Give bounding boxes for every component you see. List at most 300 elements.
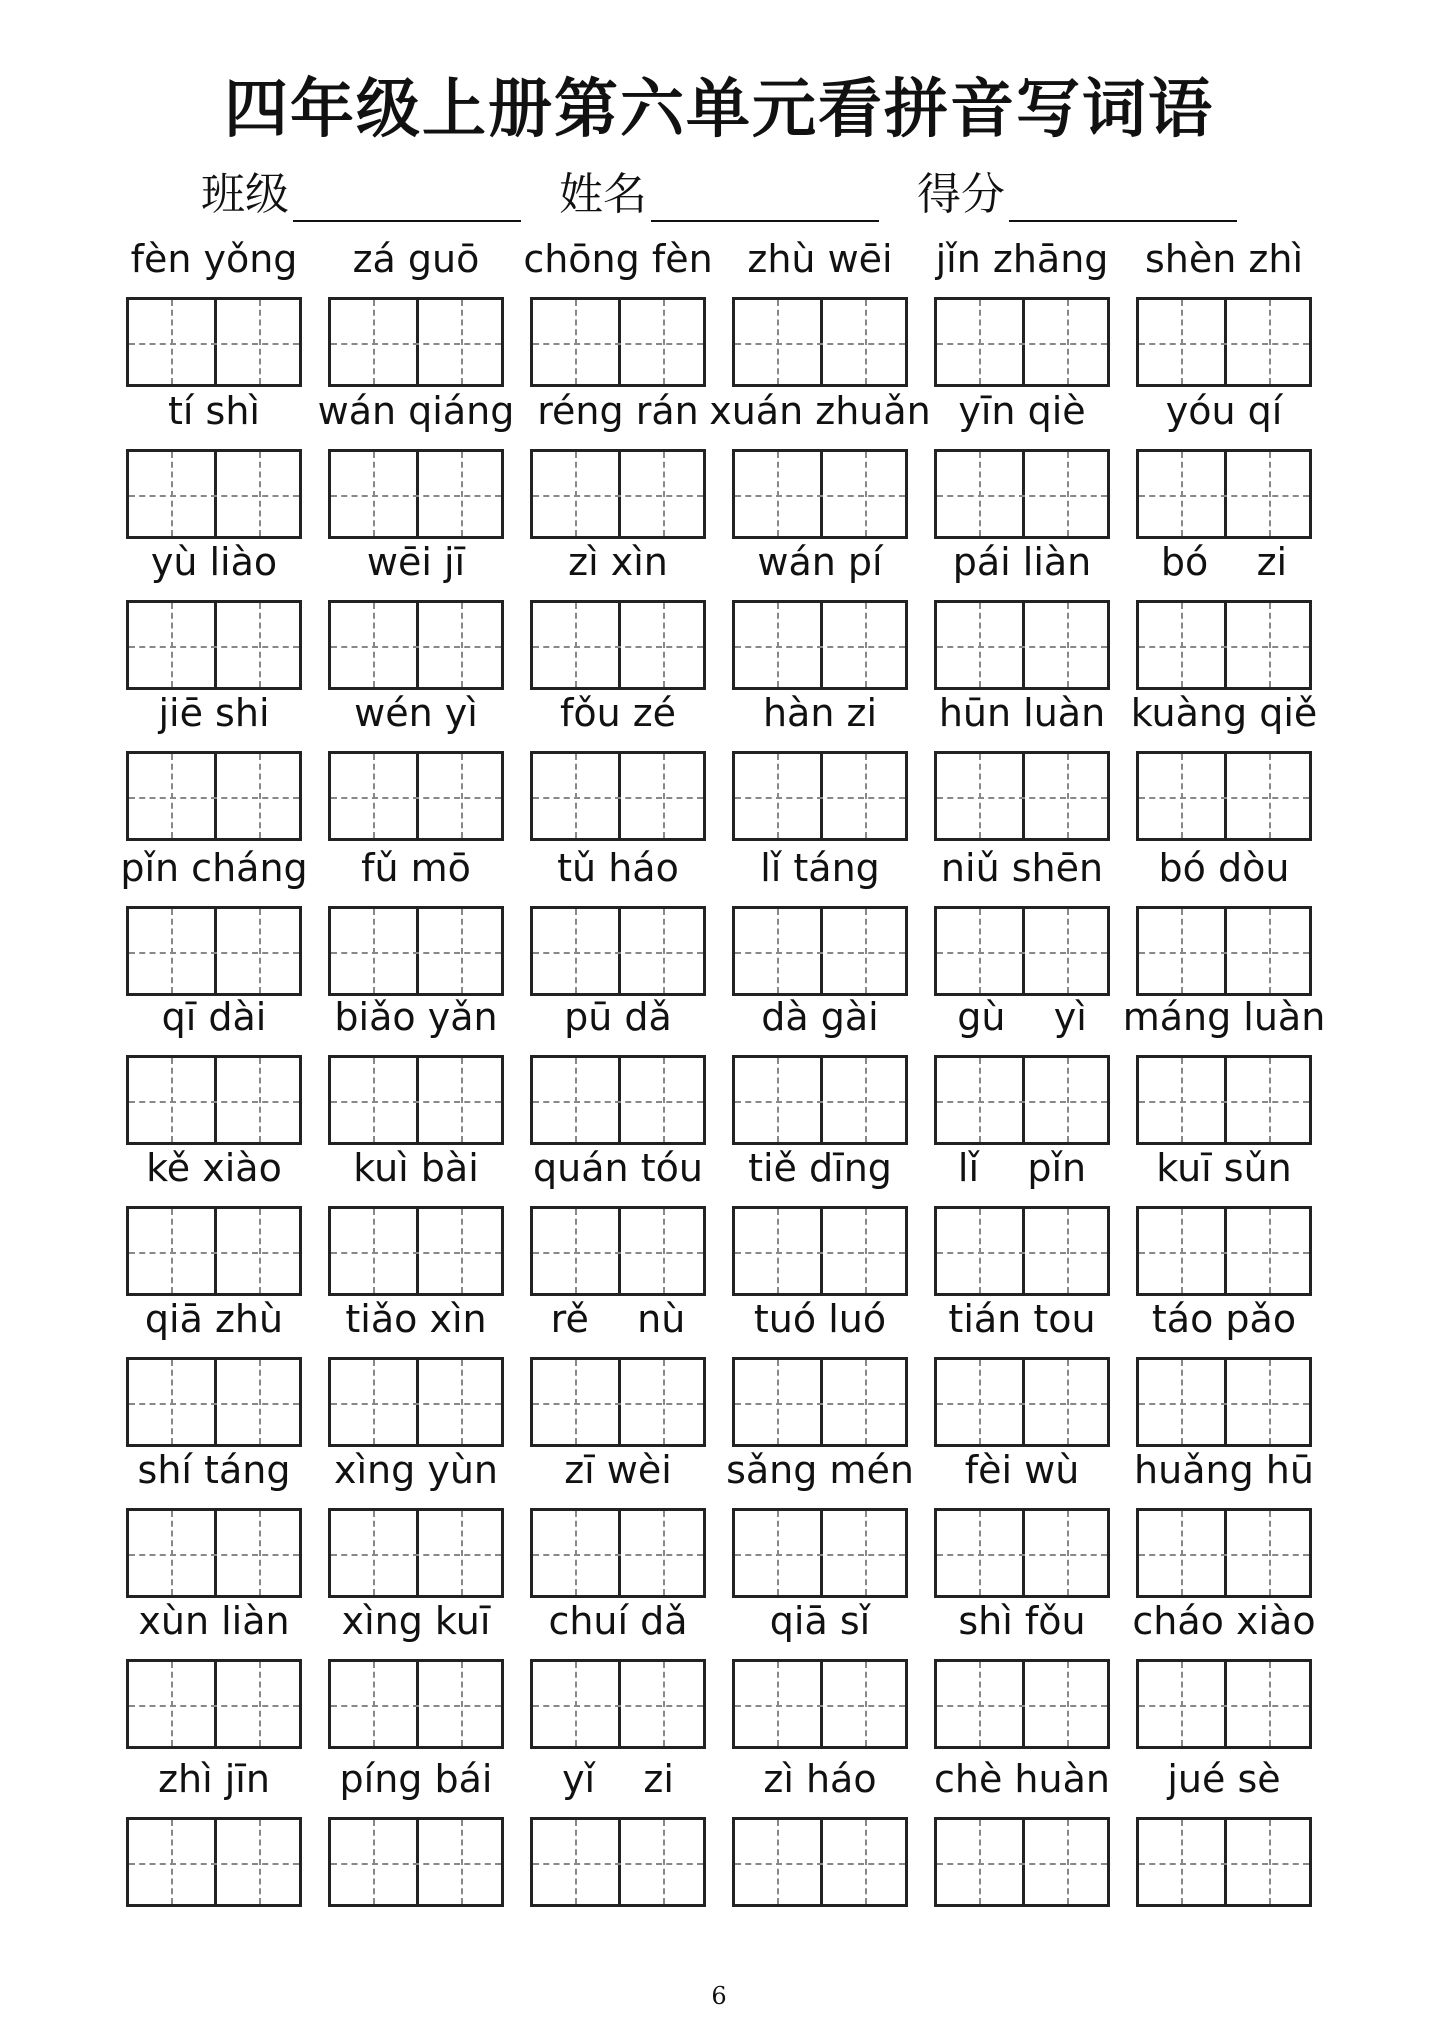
writing-box[interactable] bbox=[530, 449, 706, 539]
guide-line bbox=[533, 1101, 703, 1103]
pinyin-label: cháo xiào bbox=[1132, 1599, 1316, 1643]
guide-line bbox=[979, 1662, 981, 1746]
pinyin-label: quán tóu bbox=[533, 1146, 703, 1190]
box-divider bbox=[1224, 909, 1227, 993]
box-divider bbox=[1022, 1662, 1025, 1746]
writing-box[interactable] bbox=[1136, 906, 1312, 996]
guide-line bbox=[1139, 1863, 1309, 1865]
box-divider bbox=[618, 452, 621, 536]
box-divider bbox=[820, 754, 823, 838]
writing-box[interactable] bbox=[732, 1817, 908, 1907]
writing-box[interactable] bbox=[328, 449, 504, 539]
writing-box[interactable] bbox=[126, 600, 302, 690]
pinyin-label: máng luàn bbox=[1122, 995, 1326, 1039]
guide-line bbox=[1067, 1511, 1069, 1595]
guide-line bbox=[1139, 1101, 1309, 1103]
writing-box[interactable] bbox=[126, 751, 302, 841]
writing-box[interactable] bbox=[530, 297, 706, 387]
guide-line bbox=[129, 1705, 299, 1707]
guide-line bbox=[735, 952, 905, 954]
guide-line bbox=[331, 495, 501, 497]
writing-box[interactable] bbox=[732, 1206, 908, 1296]
writing-box[interactable] bbox=[328, 1659, 504, 1749]
guide-line bbox=[331, 1863, 501, 1865]
writing-box[interactable] bbox=[126, 1659, 302, 1749]
box-divider bbox=[1022, 1511, 1025, 1595]
box-divider bbox=[416, 1511, 419, 1595]
box-divider bbox=[1022, 1058, 1025, 1142]
pinyin-label: hàn zi bbox=[762, 691, 878, 735]
box-divider bbox=[1224, 1209, 1227, 1293]
guide-line bbox=[735, 1403, 905, 1405]
writing-box[interactable] bbox=[1136, 751, 1312, 841]
guide-line bbox=[979, 603, 981, 687]
writing-box[interactable] bbox=[530, 751, 706, 841]
writing-box[interactable] bbox=[732, 600, 908, 690]
writing-box[interactable] bbox=[934, 600, 1110, 690]
writing-box[interactable] bbox=[1136, 600, 1312, 690]
writing-box[interactable] bbox=[530, 1659, 706, 1749]
guide-line bbox=[937, 1101, 1107, 1103]
guide-line bbox=[331, 797, 501, 799]
guide-line bbox=[533, 1554, 703, 1556]
guide-line bbox=[1181, 603, 1183, 687]
pinyin-label: niǔ shēn bbox=[940, 846, 1104, 890]
guide-line bbox=[331, 343, 501, 345]
pinyin-label: huǎng hū bbox=[1134, 1448, 1314, 1492]
writing-box[interactable] bbox=[530, 1206, 706, 1296]
guide-line bbox=[331, 1403, 501, 1405]
writing-box[interactable] bbox=[126, 1357, 302, 1447]
writing-box[interactable] bbox=[530, 1055, 706, 1145]
guide-line bbox=[533, 952, 703, 954]
writing-box[interactable] bbox=[732, 751, 908, 841]
guide-line bbox=[461, 1511, 463, 1595]
guide-line bbox=[461, 1662, 463, 1746]
guide-line bbox=[735, 343, 905, 345]
pinyin-label: wēi jī bbox=[366, 540, 466, 584]
guide-line bbox=[1181, 1360, 1183, 1444]
box-divider bbox=[214, 300, 217, 384]
guide-line bbox=[663, 754, 665, 838]
writing-box[interactable] bbox=[1136, 1508, 1312, 1598]
guide-line bbox=[1067, 452, 1069, 536]
pinyin-label: bó dòu bbox=[1158, 846, 1290, 890]
writing-box[interactable] bbox=[328, 600, 504, 690]
guide-line bbox=[777, 909, 779, 993]
guide-line bbox=[777, 1360, 779, 1444]
guide-line bbox=[259, 300, 261, 384]
pinyin-label: wán qiáng bbox=[317, 389, 515, 433]
guide-line bbox=[259, 1058, 261, 1142]
box-divider bbox=[618, 1662, 621, 1746]
box-divider bbox=[1022, 1209, 1025, 1293]
guide-line bbox=[865, 300, 867, 384]
writing-box[interactable] bbox=[126, 297, 302, 387]
box-divider bbox=[618, 1820, 621, 1904]
box-divider bbox=[820, 1511, 823, 1595]
box-divider bbox=[1224, 754, 1227, 838]
guide-line bbox=[937, 1252, 1107, 1254]
box-divider bbox=[820, 603, 823, 687]
guide-line bbox=[1067, 1662, 1069, 1746]
writing-box[interactable] bbox=[1136, 1055, 1312, 1145]
guide-line bbox=[461, 452, 463, 536]
guide-line bbox=[777, 1820, 779, 1904]
guide-line bbox=[1269, 1511, 1271, 1595]
class-label: 班级 bbox=[201, 169, 289, 220]
page-number: 6 bbox=[711, 1982, 727, 2010]
writing-box[interactable] bbox=[1136, 297, 1312, 387]
pinyin-label: réng rán bbox=[537, 389, 699, 433]
guide-line bbox=[129, 1863, 299, 1865]
guide-line bbox=[171, 1360, 173, 1444]
box-divider bbox=[1224, 1820, 1227, 1904]
guide-line bbox=[171, 1820, 173, 1904]
writing-box[interactable] bbox=[328, 906, 504, 996]
guide-line bbox=[1269, 603, 1271, 687]
writing-box[interactable] bbox=[328, 1206, 504, 1296]
guide-line bbox=[979, 909, 981, 993]
name-label: 姓名 bbox=[559, 169, 647, 220]
guide-line bbox=[171, 452, 173, 536]
pinyin-label: xuán zhuǎn bbox=[709, 389, 931, 433]
guide-line bbox=[777, 300, 779, 384]
box-divider bbox=[820, 1360, 823, 1444]
pinyin-label: zī wèi bbox=[564, 1448, 672, 1492]
guide-line bbox=[1139, 952, 1309, 954]
guide-line bbox=[575, 1058, 577, 1142]
writing-box[interactable] bbox=[328, 751, 504, 841]
box-divider bbox=[1022, 452, 1025, 536]
pinyin-label: kě xiào bbox=[146, 1146, 282, 1190]
pinyin-label: tǔ háo bbox=[557, 846, 679, 890]
guide-line bbox=[1269, 754, 1271, 838]
guide-line bbox=[331, 1252, 501, 1254]
pinyin-label: zì háo bbox=[763, 1757, 877, 1801]
guide-line bbox=[1181, 909, 1183, 993]
box-divider bbox=[1022, 754, 1025, 838]
writing-box[interactable] bbox=[934, 1508, 1110, 1598]
guide-line bbox=[735, 1554, 905, 1556]
guide-line bbox=[979, 754, 981, 838]
guide-line bbox=[533, 1863, 703, 1865]
box-divider bbox=[820, 1662, 823, 1746]
guide-line bbox=[979, 1511, 981, 1595]
guide-line bbox=[865, 1360, 867, 1444]
writing-box[interactable] bbox=[530, 1357, 706, 1447]
guide-line bbox=[735, 797, 905, 799]
box-divider bbox=[416, 1209, 419, 1293]
guide-line bbox=[1067, 754, 1069, 838]
guide-line bbox=[937, 1403, 1107, 1405]
guide-line bbox=[1067, 1360, 1069, 1444]
box-divider bbox=[1022, 300, 1025, 384]
pinyin-label: bó zi bbox=[1160, 540, 1288, 584]
writing-box[interactable] bbox=[328, 1817, 504, 1907]
guide-line bbox=[1181, 1662, 1183, 1746]
writing-box[interactable] bbox=[126, 1206, 302, 1296]
box-divider bbox=[820, 452, 823, 536]
box-divider bbox=[214, 1662, 217, 1746]
guide-line bbox=[1067, 1820, 1069, 1904]
writing-box[interactable] bbox=[126, 449, 302, 539]
guide-line bbox=[663, 300, 665, 384]
guide-line bbox=[735, 495, 905, 497]
writing-box[interactable] bbox=[530, 906, 706, 996]
box-divider bbox=[1224, 603, 1227, 687]
guide-line bbox=[865, 1820, 867, 1904]
writing-box[interactable] bbox=[732, 1659, 908, 1749]
guide-line bbox=[777, 754, 779, 838]
box-divider bbox=[820, 1058, 823, 1142]
guide-line bbox=[461, 603, 463, 687]
guide-line bbox=[259, 1511, 261, 1595]
guide-line bbox=[777, 1058, 779, 1142]
pinyin-label: lǐ táng bbox=[760, 846, 880, 890]
box-divider bbox=[214, 909, 217, 993]
pinyin-label: tiě dīng bbox=[748, 1146, 892, 1190]
writing-box[interactable] bbox=[934, 751, 1110, 841]
box-divider bbox=[1022, 1820, 1025, 1904]
writing-box[interactable] bbox=[126, 1055, 302, 1145]
writing-box[interactable] bbox=[732, 297, 908, 387]
guide-line bbox=[171, 1511, 173, 1595]
guide-line bbox=[259, 452, 261, 536]
writing-box[interactable] bbox=[328, 1508, 504, 1598]
writing-box[interactable] bbox=[732, 1357, 908, 1447]
guide-line bbox=[663, 1820, 665, 1904]
pinyin-label: tuó luó bbox=[753, 1297, 887, 1341]
pinyin-label: yù liào bbox=[150, 540, 278, 584]
writing-box[interactable] bbox=[126, 1508, 302, 1598]
guide-line bbox=[979, 1058, 981, 1142]
box-divider bbox=[1022, 1360, 1025, 1444]
guide-line bbox=[937, 343, 1107, 345]
guide-line bbox=[533, 646, 703, 648]
writing-box[interactable] bbox=[328, 1055, 504, 1145]
box-divider bbox=[618, 909, 621, 993]
pinyin-label: pū dǎ bbox=[564, 995, 672, 1039]
guide-line bbox=[575, 603, 577, 687]
score-label: 得分 bbox=[917, 169, 1005, 220]
guide-line bbox=[331, 952, 501, 954]
guide-line bbox=[735, 646, 905, 648]
guide-line bbox=[129, 1554, 299, 1556]
guide-line bbox=[373, 452, 375, 536]
guide-line bbox=[129, 1101, 299, 1103]
guide-line bbox=[663, 1209, 665, 1293]
guide-line bbox=[461, 754, 463, 838]
writing-box[interactable] bbox=[732, 1508, 908, 1598]
pinyin-label: jǐn zhāng bbox=[935, 237, 1109, 281]
guide-line bbox=[259, 1820, 261, 1904]
pinyin-label: wén yì bbox=[354, 691, 478, 735]
guide-line bbox=[461, 1209, 463, 1293]
box-divider bbox=[1224, 300, 1227, 384]
pinyin-label: gù yì bbox=[957, 995, 1087, 1039]
guide-line bbox=[1139, 1554, 1309, 1556]
guide-line bbox=[575, 1820, 577, 1904]
guide-line bbox=[533, 1705, 703, 1707]
pinyin-label: qī dài bbox=[161, 995, 267, 1039]
guide-line bbox=[1139, 1252, 1309, 1254]
guide-line bbox=[533, 343, 703, 345]
guide-line bbox=[533, 1403, 703, 1405]
pinyin-label: zá guō bbox=[352, 237, 480, 281]
pinyin-label: yīn qiè bbox=[958, 389, 1086, 433]
writing-box[interactable] bbox=[1136, 1206, 1312, 1296]
box-divider bbox=[1224, 1662, 1227, 1746]
box-divider bbox=[416, 909, 419, 993]
box-divider bbox=[416, 1058, 419, 1142]
guide-line bbox=[1181, 452, 1183, 536]
writing-box[interactable] bbox=[126, 1817, 302, 1907]
box-divider bbox=[1224, 1058, 1227, 1142]
guide-line bbox=[533, 1252, 703, 1254]
writing-box[interactable] bbox=[1136, 1357, 1312, 1447]
pinyin-label: lǐ pǐn bbox=[957, 1146, 1087, 1190]
writing-box[interactable] bbox=[934, 1206, 1110, 1296]
writing-box[interactable] bbox=[328, 1357, 504, 1447]
guide-line bbox=[373, 1662, 375, 1746]
guide-line bbox=[129, 646, 299, 648]
guide-line bbox=[1067, 909, 1069, 993]
guide-line bbox=[1139, 1403, 1309, 1405]
guide-line bbox=[575, 754, 577, 838]
writing-box[interactable] bbox=[530, 600, 706, 690]
guide-line bbox=[735, 1705, 905, 1707]
pinyin-label: fǔ mō bbox=[361, 846, 471, 890]
pinyin-label: pái liàn bbox=[952, 540, 1092, 584]
guide-line bbox=[171, 300, 173, 384]
writing-box[interactable] bbox=[1136, 1659, 1312, 1749]
guide-line bbox=[533, 797, 703, 799]
guide-line bbox=[1269, 1360, 1271, 1444]
guide-line bbox=[171, 754, 173, 838]
writing-box[interactable] bbox=[934, 906, 1110, 996]
guide-line bbox=[663, 452, 665, 536]
box-divider bbox=[618, 754, 621, 838]
pinyin-label: fǒu zé bbox=[559, 691, 677, 735]
writing-box[interactable] bbox=[934, 297, 1110, 387]
guide-line bbox=[373, 1360, 375, 1444]
box-divider bbox=[214, 1820, 217, 1904]
pinyin-label: pǐn cháng bbox=[120, 846, 308, 890]
guide-line bbox=[735, 1252, 905, 1254]
guide-line bbox=[1181, 1511, 1183, 1595]
writing-box[interactable] bbox=[934, 1357, 1110, 1447]
writing-box[interactable] bbox=[934, 1817, 1110, 1907]
writing-box[interactable] bbox=[530, 1817, 706, 1907]
worksheet-title: 四年级上册第六单元看拼音写词语 bbox=[224, 73, 1214, 147]
box-divider bbox=[618, 1209, 621, 1293]
pinyin-label: fèi wù bbox=[964, 1448, 1080, 1492]
guide-line bbox=[1181, 1209, 1183, 1293]
pinyin-label: tián tou bbox=[948, 1297, 1096, 1341]
guide-line bbox=[575, 909, 577, 993]
writing-box[interactable] bbox=[126, 906, 302, 996]
guide-line bbox=[461, 1360, 463, 1444]
pinyin-label: táo pǎo bbox=[1151, 1297, 1297, 1341]
box-divider bbox=[1224, 1360, 1227, 1444]
guide-line bbox=[1181, 754, 1183, 838]
writing-box[interactable] bbox=[1136, 449, 1312, 539]
guide-line bbox=[979, 452, 981, 536]
box-divider bbox=[416, 1662, 419, 1746]
guide-line bbox=[575, 300, 577, 384]
guide-line bbox=[331, 1554, 501, 1556]
pinyin-label: zhì jīn bbox=[158, 1757, 270, 1801]
writing-box[interactable] bbox=[1136, 1817, 1312, 1907]
guide-line bbox=[575, 1511, 577, 1595]
writing-box[interactable] bbox=[732, 449, 908, 539]
guide-line bbox=[1181, 300, 1183, 384]
pinyin-label: tí shì bbox=[168, 389, 260, 433]
box-divider bbox=[214, 1209, 217, 1293]
writing-box[interactable] bbox=[732, 1055, 908, 1145]
guide-line bbox=[1269, 1820, 1271, 1904]
guide-line bbox=[533, 495, 703, 497]
writing-box[interactable] bbox=[934, 449, 1110, 539]
box-divider bbox=[214, 754, 217, 838]
writing-box[interactable] bbox=[328, 297, 504, 387]
box-divider bbox=[618, 300, 621, 384]
box-divider bbox=[214, 1511, 217, 1595]
writing-box[interactable] bbox=[732, 906, 908, 996]
writing-box[interactable] bbox=[934, 1659, 1110, 1749]
box-divider bbox=[416, 300, 419, 384]
guide-line bbox=[777, 603, 779, 687]
box-divider bbox=[214, 1058, 217, 1142]
pinyin-label: qiā sǐ bbox=[769, 1599, 871, 1643]
guide-line bbox=[865, 909, 867, 993]
guide-line bbox=[1181, 1820, 1183, 1904]
pinyin-label: píng bái bbox=[339, 1757, 493, 1801]
guide-line bbox=[373, 603, 375, 687]
guide-line bbox=[575, 1209, 577, 1293]
guide-line bbox=[575, 1662, 577, 1746]
guide-line bbox=[979, 1209, 981, 1293]
guide-line bbox=[735, 1863, 905, 1865]
pinyin-label: biǎo yǎn bbox=[334, 995, 498, 1039]
writing-box[interactable] bbox=[934, 1055, 1110, 1145]
guide-line bbox=[171, 1209, 173, 1293]
guide-line bbox=[865, 452, 867, 536]
pinyin-label: kuī sǔn bbox=[1156, 1146, 1292, 1190]
box-divider bbox=[820, 1209, 823, 1293]
guide-line bbox=[979, 1360, 981, 1444]
pinyin-label: sǎng mén bbox=[726, 1448, 914, 1492]
writing-box[interactable] bbox=[530, 1508, 706, 1598]
guide-line bbox=[937, 495, 1107, 497]
pinyin-label: chè huàn bbox=[934, 1757, 1110, 1801]
pinyin-label: xùn liàn bbox=[138, 1599, 290, 1643]
guide-line bbox=[259, 1209, 261, 1293]
box-divider bbox=[820, 300, 823, 384]
guide-line bbox=[777, 1209, 779, 1293]
guide-line bbox=[461, 1820, 463, 1904]
guide-line bbox=[331, 646, 501, 648]
guide-line bbox=[865, 603, 867, 687]
box-divider bbox=[618, 603, 621, 687]
box-divider bbox=[1022, 909, 1025, 993]
guide-line bbox=[171, 603, 173, 687]
box-divider bbox=[416, 1360, 419, 1444]
box-divider bbox=[214, 603, 217, 687]
guide-line bbox=[979, 300, 981, 384]
guide-line bbox=[373, 300, 375, 384]
